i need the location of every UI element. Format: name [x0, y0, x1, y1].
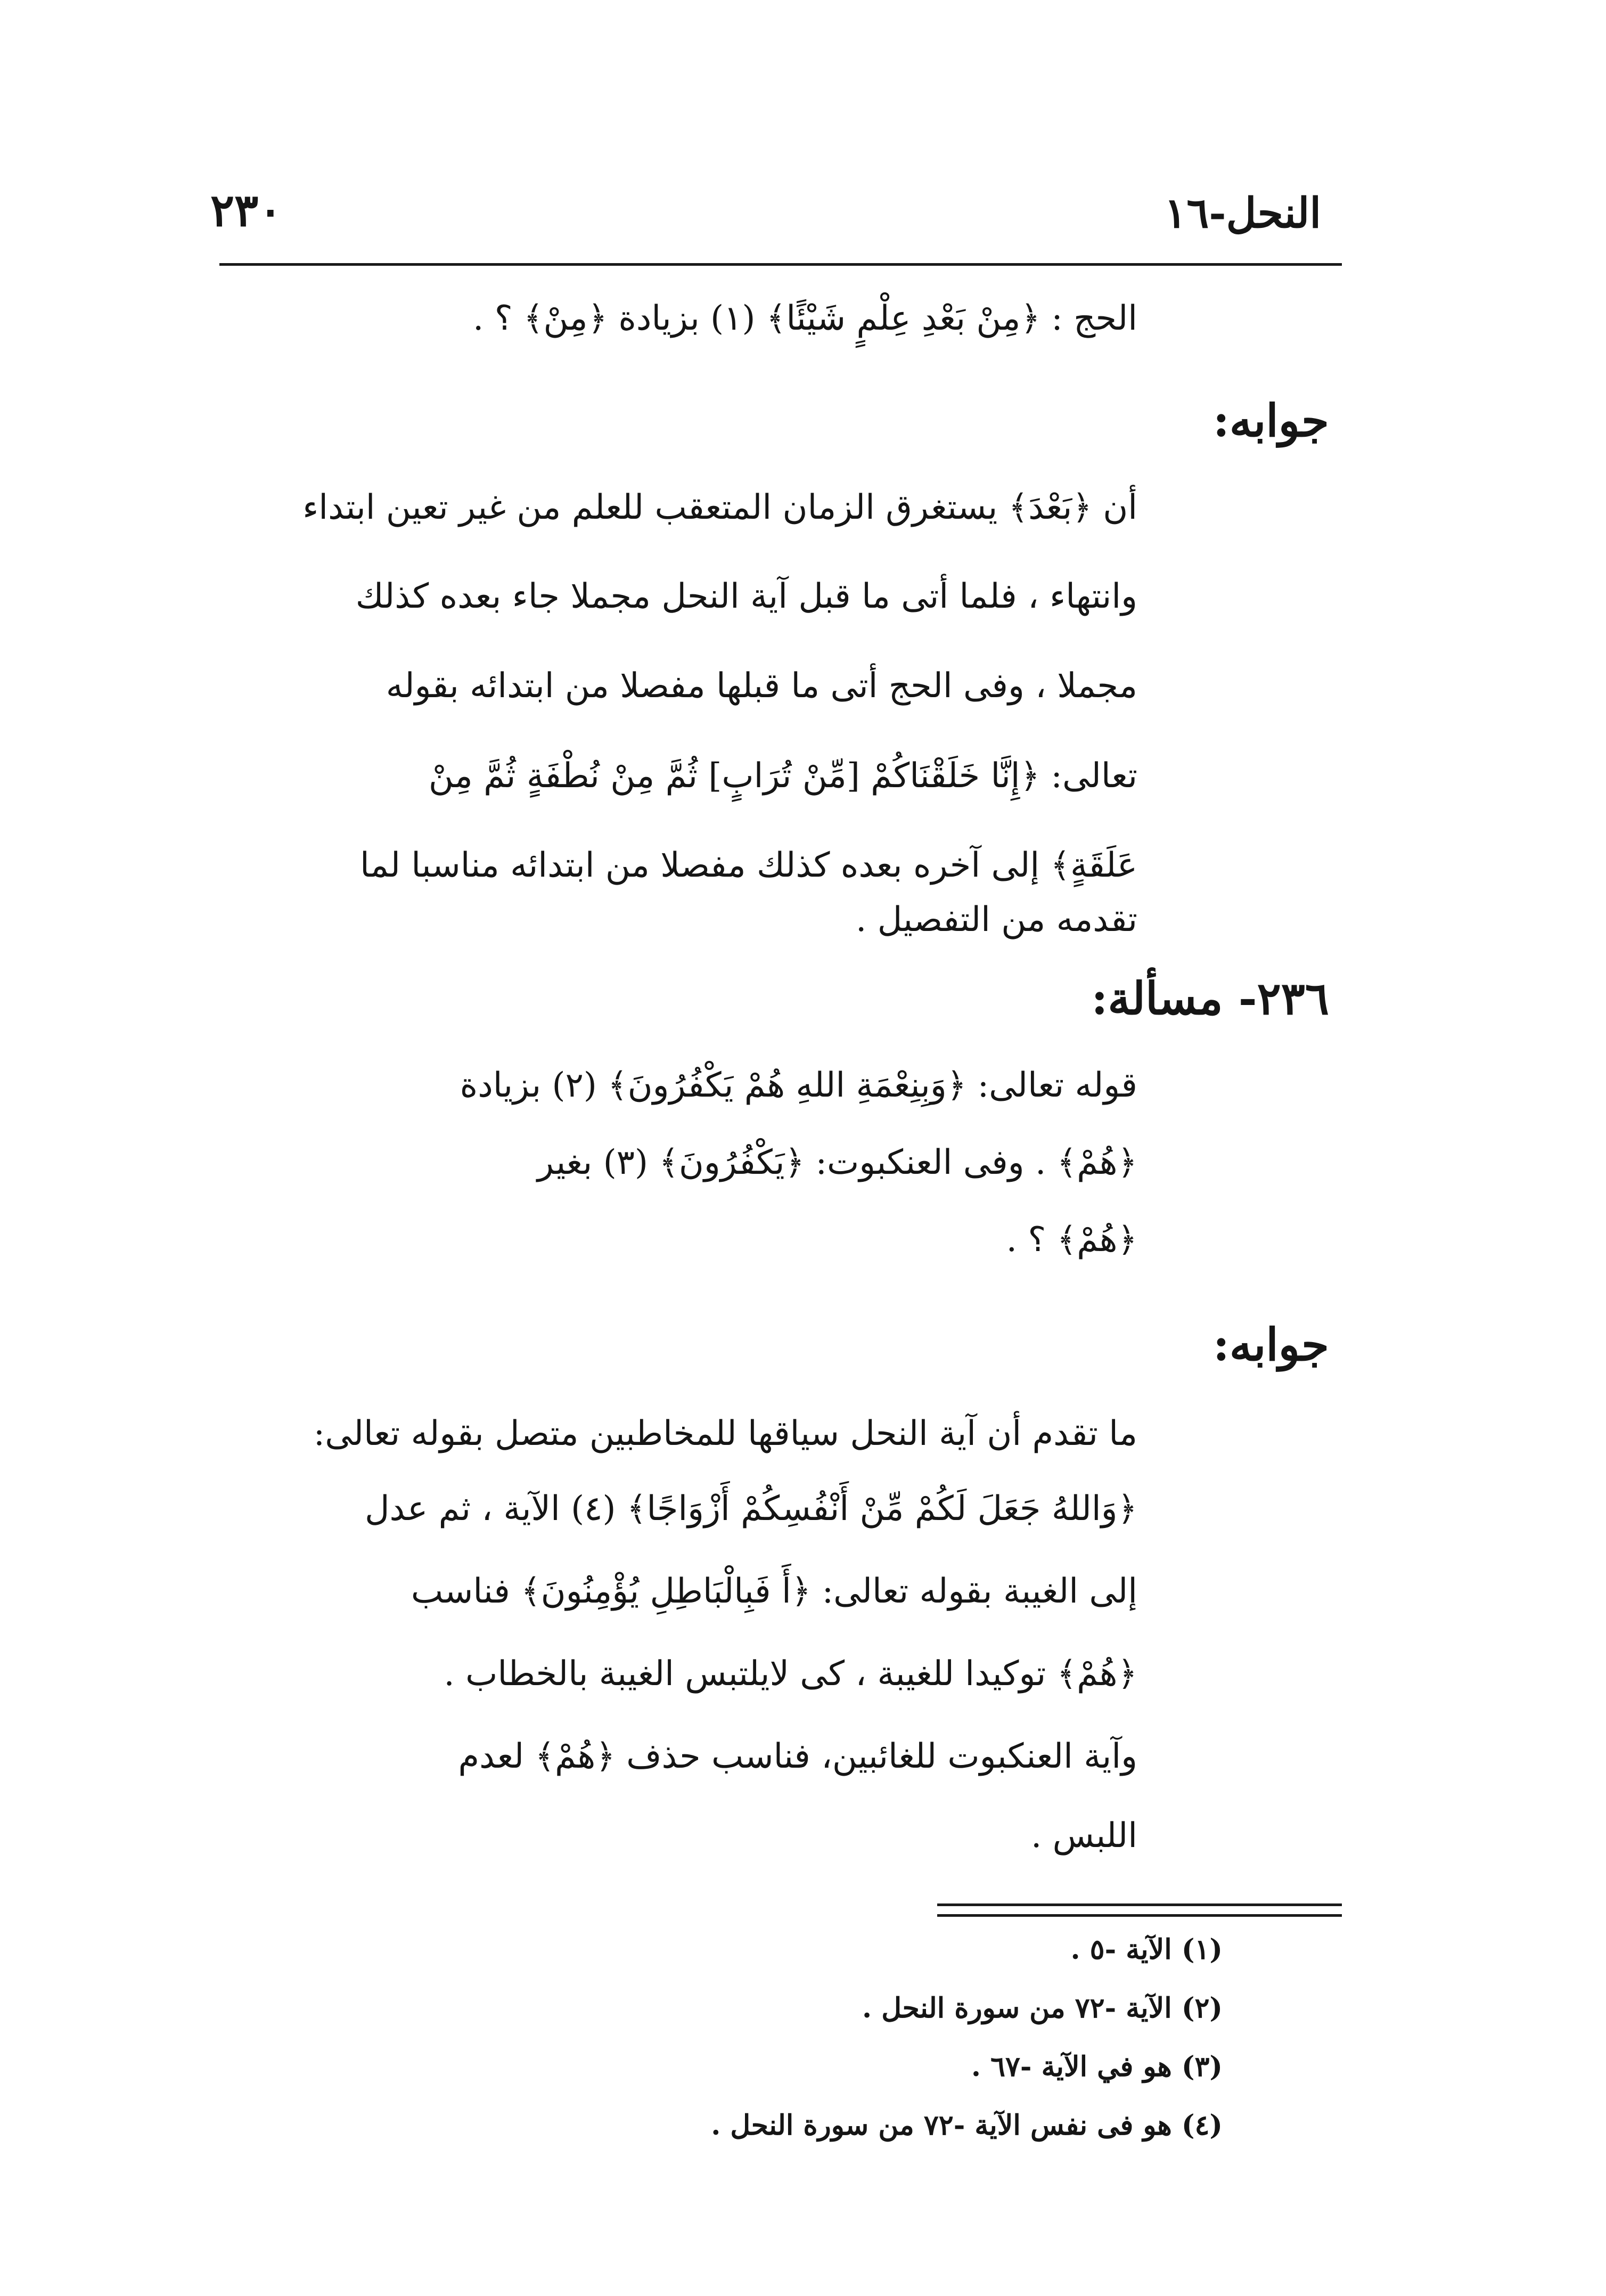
header-divider [219, 263, 1342, 266]
footnote-1: (١) الآية -٥ . [1070, 1933, 1223, 1966]
masala-line-1: قوله تعالى: ﴿وَبِنِعْمَةِ اللهِ هُمْ يَكْفُرُونَ﴾ (٢) بزيادة [460, 1066, 1137, 1105]
answer1-line-3: مجملا ، وفى الحج أتى ما قبلها مفصلا من ابتدائه بقوله [386, 666, 1137, 706]
footnote-3: (٣) هو في الآية -٦٧ . [971, 2050, 1223, 2083]
footnote-4: (٤) هو فى نفس الآية -٧٢ من سورة النحل . [711, 2109, 1223, 2142]
running-header-surah: النحل-١٦ [1164, 189, 1321, 238]
answer1-line-4: تعالى: ﴿إِنَّا خَلَقْنَاكُمْ [مِّنْ تُرَابٍ] ثُمَّ مِنْ نُطْفَةٍ ثُمَّ مِنْ [428, 756, 1137, 796]
intro-line: الحج : ﴿مِنْ بَعْدِ عِلْمٍ شَيْئًا﴾ (١) بزيادة ﴿مِنْ﴾ ؟ . [473, 299, 1137, 338]
answer1-line-1: أن ﴿بَعْدَ﴾ يستغرق الزمان المتعقب للعلم من غير تعين ابتداء [302, 488, 1137, 527]
page-number: ٢٣٠ [210, 184, 283, 236]
answer2-line-2: ﴿وَاللهُ جَعَلَ لَكُمْ مِّنْ أَنْفُسِكُمْ أَزْوَاجًا﴾ (٤) الآية ، ثم عدل [365, 1489, 1137, 1529]
footnote-2: (٢) الآية -٧٢ من سورة النحل . [862, 1992, 1223, 2024]
masala-line-2: ﴿هُمْ﴾ . وفى العنكبوت: ﴿يَكْفُرُونَ﴾ (٣) بغير [537, 1143, 1137, 1182]
answer1-line-5: عَلَقَةٍ﴾ إلى آخره بعده كذلك مفصلا من ابتدائه مناسبا لما [359, 846, 1137, 885]
answer2-line-5: وآية العنكبوت للغائبين، فناسب حذف ﴿هُمْ﴾ لعدم [458, 1737, 1137, 1776]
answer2-line-1: ما تقدم أن آية النحل سياقها للمخاطبين متصل بقوله تعالى: [313, 1414, 1137, 1453]
answer2-line-4: ﴿هُمْ﴾ توكيدا للغيبة ، كى لايلتبس الغيبة بالخطاب . [444, 1654, 1137, 1694]
footnote-divider-bottom [937, 1914, 1342, 1917]
masala-heading: ٢٣٦- مسألة: [1091, 972, 1329, 1025]
answer-heading-1: جوابه: [1212, 394, 1329, 447]
answer-heading-2: جوابه: [1212, 1318, 1329, 1371]
answer1-line-6: تقدمه من التفصيل . [856, 900, 1137, 939]
answer2-line-6: اللبس . [1030, 1816, 1137, 1856]
masala-line-3: ﴿هُمْ﴾ ؟ . [1006, 1220, 1137, 1260]
answer2-line-3: إلى الغيبة بقوله تعالى: ﴿أَ فَبِالْبَاطِلِ يُؤْمِنُونَ﴾ فناسب [411, 1572, 1137, 1611]
answer1-line-2: وانتهاء ، فلما أتى ما قبل آية النحل مجملا جاء بعده كذلك [355, 577, 1137, 616]
footnote-divider-top [937, 1903, 1342, 1906]
